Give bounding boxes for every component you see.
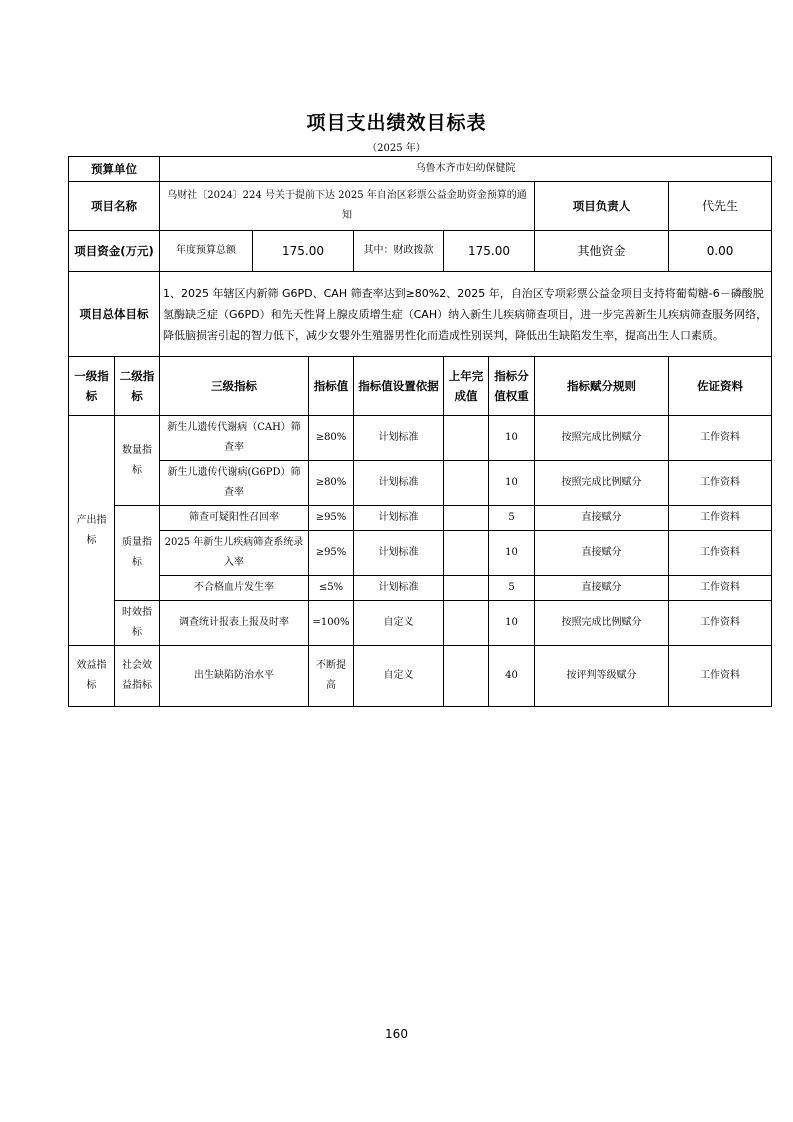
indicator-last-year	[444, 461, 489, 506]
page-title: 项目支出绩效目标表	[306, 112, 487, 134]
indicator-rule: 直接赋分	[535, 531, 669, 576]
indicator-basis: 计划标准	[354, 416, 444, 461]
performance-table	[68, 156, 772, 707]
indicator-weight: 40	[489, 646, 535, 707]
col-value: 指标值	[309, 357, 354, 416]
fiscal-label: 其中：财政拨款	[354, 231, 444, 272]
table-row	[69, 576, 772, 601]
indicator-evidence: 工作资料	[669, 601, 772, 646]
indicator-evidence: 工作资料	[669, 461, 772, 506]
indicator-evidence: 工作资料	[669, 531, 772, 576]
group-output: 产出指标	[69, 416, 115, 646]
table-row	[69, 601, 772, 646]
col-basis: 指标值设置依据	[354, 357, 444, 416]
indicator-weight: 5	[489, 506, 535, 531]
fund-row	[69, 231, 772, 272]
indicator-value: ≤5%	[309, 576, 354, 601]
indicator-rule: 直接赋分	[535, 576, 669, 601]
indicator-name: 调查统计报表上报及时率	[160, 601, 309, 646]
indicator-last-year	[444, 601, 489, 646]
col-evidence: 佐证资料	[669, 357, 772, 416]
col-rule: 指标赋分规则	[535, 357, 669, 416]
indicator-value: ≥80%	[309, 416, 354, 461]
owner-label: 项目负责人	[535, 182, 669, 231]
group-quantity: 数量指标	[115, 416, 160, 506]
indicator-basis: 计划标准	[354, 576, 444, 601]
indicator-value: ≥80%	[309, 461, 354, 506]
indicator-evidence: 工作资料	[669, 646, 772, 707]
indicator-rule: 按评判等级赋分	[535, 646, 669, 707]
indicator-basis: 计划标准	[354, 461, 444, 506]
indicator-weight: 10	[489, 416, 535, 461]
indicator-name: 出生缺陷防治水平	[160, 646, 309, 707]
goal-text: 1、2025 年辖区内新筛 G6PD、CAH 筛查率达到≥80%2、2025 年，自治区专项彩票公益金项目支持将葡萄糖-6－磷酸脱氢酶缺乏症（G6PD）和先天性肾上腺皮质增生症（CAH）纳入新生儿疾病筛查项目，进一步完善新生儿疾病筛查服务网络，降低脑损害引起的智力低下，减少女婴外生殖器男性化而造成性别误判，降低出生缺陷发生率，提高出生人口素质。	[160, 272, 772, 357]
unit-row	[69, 157, 772, 182]
table-row	[69, 531, 772, 576]
indicator-last-year	[444, 531, 489, 576]
indicator-basis: 自定义	[354, 601, 444, 646]
indicator-evidence: 工作资料	[669, 576, 772, 601]
indicator-rule: 按照完成比例赋分	[535, 416, 669, 461]
fiscal-value: 175.00	[444, 231, 535, 272]
goal-row	[69, 272, 772, 357]
table-row	[69, 416, 772, 461]
indicator-value: ≥95%	[309, 531, 354, 576]
indicator-value: 不断提高	[309, 646, 354, 707]
indicator-name: 2025 年新生儿疾病筛查系统录入率	[160, 531, 309, 576]
indicator-weight: 5	[489, 576, 535, 601]
indicator-last-year	[444, 506, 489, 531]
col-weight: 指标分值权重	[489, 357, 535, 416]
other-fund-value: 0.00	[669, 231, 772, 272]
project-name-label: 项目名称	[69, 182, 160, 231]
project-name-value: 乌财社〔2024〕224 号关于提前下达 2025 年自治区彩票公益金助资金预算的通知	[160, 182, 535, 231]
group-quality: 质量指标	[115, 506, 160, 601]
unit-label: 预算单位	[69, 157, 160, 182]
indicator-name: 新生儿遗传代谢病（CAH）筛查率	[160, 416, 309, 461]
group-timeliness: 时效指标	[115, 601, 160, 646]
indicator-name: 筛查可疑阳性召回率	[160, 506, 309, 531]
indicator-value: =100%	[309, 601, 354, 646]
table-row	[69, 646, 772, 707]
owner-value: 代先生	[669, 182, 772, 231]
col-level1: 一级指标	[69, 357, 115, 416]
fund-label: 项目资金(万元)	[69, 231, 160, 272]
indicator-weight: 10	[489, 461, 535, 506]
indicator-name: 不合格血片发生率	[160, 576, 309, 601]
group-social: 社会效益指标	[115, 646, 160, 707]
page-number: 160	[385, 1027, 408, 1041]
indicator-evidence: 工作资料	[669, 416, 772, 461]
indicator-weight: 10	[489, 531, 535, 576]
indicator-basis: 计划标准	[354, 531, 444, 576]
column-header-row	[69, 357, 772, 416]
year-label: （2025 年）	[367, 143, 426, 154]
indicator-basis: 计划标准	[354, 506, 444, 531]
indicator-evidence: 工作资料	[669, 506, 772, 531]
indicator-weight: 10	[489, 601, 535, 646]
indicator-rule: 按照完成比例赋分	[535, 601, 669, 646]
col-last-year: 上年完成值	[444, 357, 489, 416]
col-level2: 二级指标	[115, 357, 160, 416]
indicator-rule: 按照完成比例赋分	[535, 461, 669, 506]
indicator-last-year	[444, 646, 489, 707]
annual-budget-value: 175.00	[253, 231, 354, 272]
indicator-last-year	[444, 576, 489, 601]
indicator-last-year	[444, 416, 489, 461]
other-fund-label: 其他资金	[535, 231, 669, 272]
col-level3: 三级指标	[160, 357, 309, 416]
unit-value: 乌鲁木齐市妇幼保健院	[160, 157, 772, 182]
goal-label: 项目总体目标	[69, 272, 160, 357]
table-row	[69, 461, 772, 506]
indicator-value: ≥95%	[309, 506, 354, 531]
table-row	[69, 506, 772, 531]
group-benefit: 效益指标	[69, 646, 115, 707]
annual-budget-label: 年度预算总额	[160, 231, 253, 272]
indicator-basis: 自定义	[354, 646, 444, 707]
project-name-row	[69, 182, 772, 231]
indicator-name: 新生儿遗传代谢病(G6PD）筛查率	[160, 461, 309, 506]
indicator-rule: 直接赋分	[535, 506, 669, 531]
